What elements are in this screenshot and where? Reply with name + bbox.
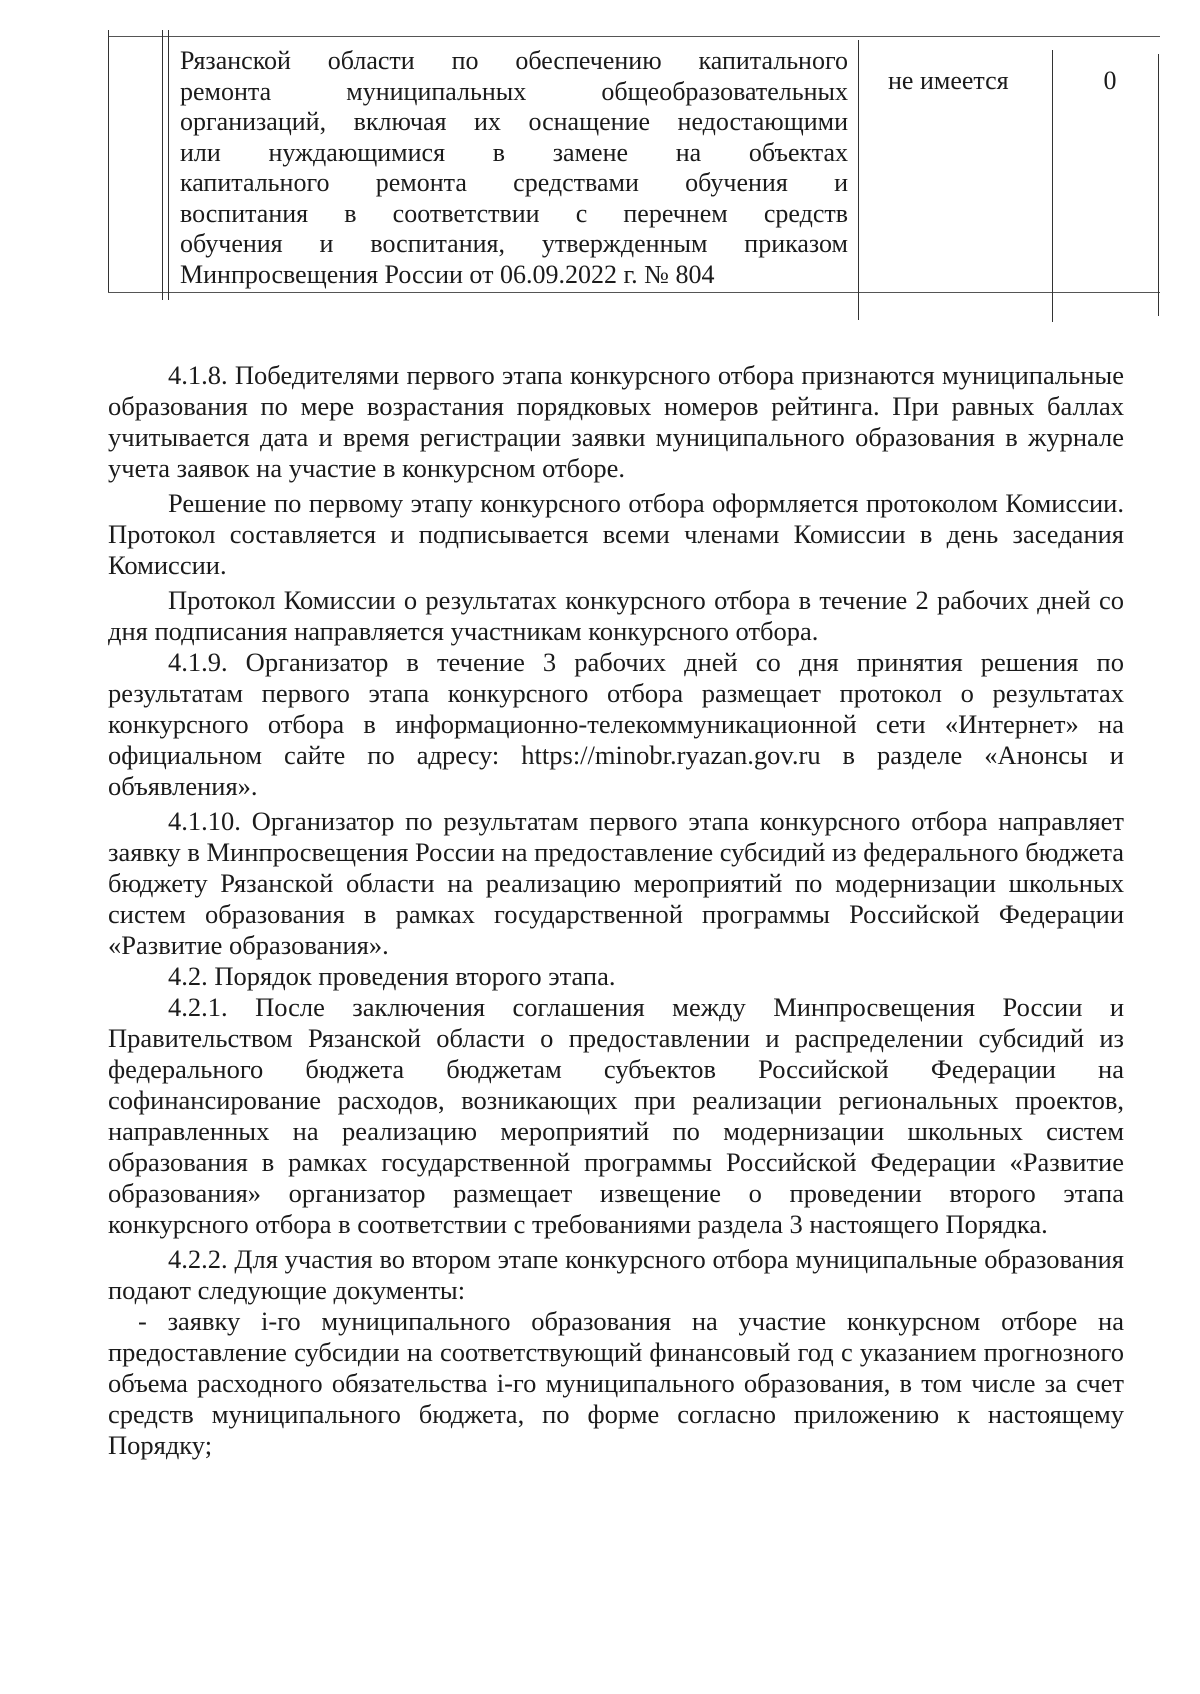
description-line: Рязанской области по обеспечению капитального [180,46,848,75]
paragraph-4-1-8: 4.1.8. Победителями первого этапа конкурсного отбора признаются муниципальные образования по мере возрастания порядковых номеров рейтинга. При равных баллах учитывается дата и время регистрации заявки муниципального образования в журнале учета заявок на участие в конкурсном отборе. [108,360,1124,483]
paragraph-decision: Решение по первому этапу конкурсного отбора оформляется протоколом Комиссии. Протокол составляется и подписывается всеми членами Комиссии в день заседания Комиссии. [108,488,1124,580]
table-column-divider-1 [162,30,163,300]
paragraph-4-1-10: 4.1.10. Организатор по результатам первого этапа конкурсного отбора направляет заявку в Минпросвещения России на предоставление субсидий из федерального бюджета бюджету Рязанской области на реализацию мероприятий по модернизации школьных систем образования в рамках государственной программы Российской Федерации «Развитие образования». [108,806,1124,960]
table-column-divider-1b [168,30,169,300]
table-value-cell: 0 [1103,66,1117,95]
description-line: Минпросвещения России от 06.09.2022 г. № 804 [180,259,715,289]
table-status-cell: не имеется [888,66,1009,95]
paragraph-4-2-1: 4.2.1. После заключения соглашения между Минпросвещения России и Правительством Рязанской области о предоставлении и распределении субсидий из федерального бюджета бюджетам субъектов Российской Федерации на софинансирование расходов, возникающих при реализации региональных проектов, направленных на реализацию мероприятий по модернизации школьных систем образования в рамках государственной программы Российской Федерации «Развитие образования» организатор размещает извещение о проведении второго этапа конкурсного отбора в соответствии с требованиями раздела 3 настоящего Порядка. [108,992,1124,1239]
paragraph-protocol: Протокол Комиссии о результатах конкурсного отбора в течение 2 рабочих дней со дня подписания направляется участникам конкурсного отбора. [108,585,1124,646]
description-line: или нуждающимися в замене на объектах [180,137,848,167]
paragraph-4-1-9: 4.1.9. Организатор в течение 3 рабочих дней со дня принятия решения по результатам первого этапа конкурсного отбора размещает протокол о результатах конкурсного отбора в информационно-телекоммуникационной сети «Интернет» на официальном сайте по адресу: https://minobr.ryazan.gov.ru в разделе «Анонсы и объявления». [108,647,1124,801]
description-line: ремонта муниципальных общеобразовательных [180,76,848,106]
description-line: обучения и воспитания, утвержденным приказом [180,229,848,258]
description-line: организаций, включая их оснащение недостающими [180,107,848,136]
table-top-border [108,36,1160,37]
table-description-cell [180,46,848,290]
table-right-border [1158,54,1159,316]
paragraph-4-2-2: 4.2.2. Для участия во втором этапе конкурсного отбора муниципальные образования подают следующие документы: [108,1244,1124,1305]
paragraph-4-2: 4.2. Порядок проведения второго этапа. [168,961,616,991]
table-column-divider-2 [858,40,859,320]
table-left-border [108,30,109,292]
table-column-divider-3 [1052,50,1053,322]
description-line: воспитания в соответствии с перечнем средств [180,198,848,228]
paragraph-list-item: - заявку i-го муниципального образования на участие конкурсном отборе на предоставление субсидии на соответствующий финансовый год с указанием прогнозного объема расходного обязательства i-го муниципального образования, в том числе за счет средств муниципального бюджета, по форме согласно приложению к настоящему Порядку; [108,1306,1124,1460]
table-bottom-border [108,292,1160,293]
document-body [108,360,1124,1461]
description-line: капитального ремонта средствами обучения и [180,168,848,197]
